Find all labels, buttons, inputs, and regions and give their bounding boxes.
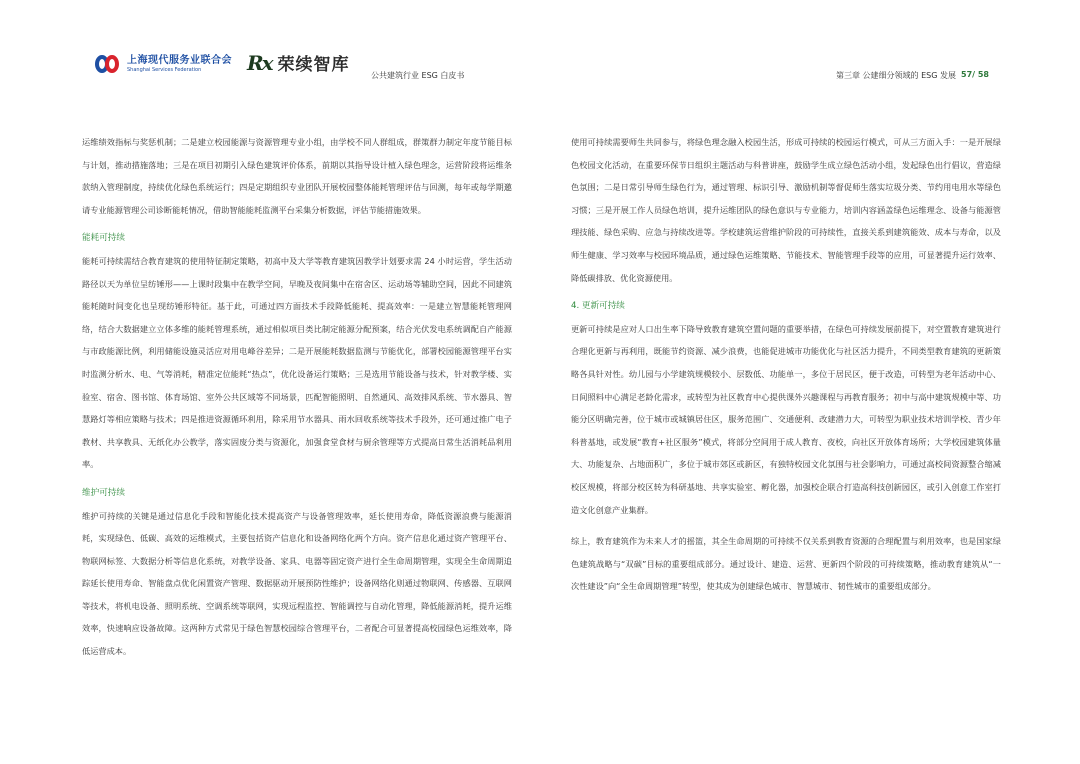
page-number: 57/ 58 bbox=[961, 70, 989, 79]
ssf-logo-mark-icon bbox=[93, 52, 123, 76]
section-heading-maintenance: 维护可持续 bbox=[82, 487, 125, 498]
paragraph: 综上，教育建筑作为未来人才的摇篮，其全生命周期的可持续不仅关系到教育资源的合理配置与利用效率，也是国家绿色建筑战略与“双碳”目标的重要组成部分。通过设计、建造、运营、更新四个阶段的可持续策略，推动教育建筑从“一次性建设”向“全生命周期管理”转型，使其成为创建绿色城市、智慧城市、韧性城市的重要组成部分。 bbox=[571, 536, 1001, 592]
chapter-title: 第三章 公建细分领域的 ESG 发展 bbox=[836, 71, 956, 80]
document-title: 公共建筑行业 ESG 白皮书 bbox=[371, 71, 465, 80]
ssf-logo bbox=[93, 52, 232, 76]
rongxu-logo bbox=[247, 50, 350, 75]
paragraph: 使用可持续需要师生共同参与，将绿色理念融入校园生活，形成可持续的校园运行模式，可从三方面入手：一是开展绿色校园文化活动，在重要环保节日组织主题活动与科普讲座，鼓励学生成立绿色活动小组，发起绿色出行倡议，营造绿色氛围；二是日常引导师生绿色行为，通过管理、标识引导、激励机制等督促师生落实垃圾分类、节约用电用水等绿色习惯；三是开展工作人员绿色培训，提升运维团队的绿色意识与专业能力，培训内容涵盖绿色运维理念、设备与能源管理技能、绿色采购、应急与持续改进等。学校建筑运营维护阶段的可持续性，直接关系到建筑能效、成本与寿命，以及师生健康、学习效率与校园环境品质，通过绿色运维策略、节能技术、智能管理手段等的应用，可显著提升运行效率、降低碳排放、优化资源使用。 bbox=[571, 137, 1001, 283]
paragraph: 更新可持续是应对人口出生率下降导致教育建筑空置问题的重要举措，在绿色可持续发展前提下，对空置教育建筑进行合理化更新与再利用，既能节约资源、减少浪费，也能促进城市功能优化与社区活力提升，不同类型教育建筑的更新策略各具针对性。幼儿园与小学建筑规模较小、层数低、功能单一，多位于居民区，便于改造，可转型为老年活动中心、日间照料中心满足老龄化需求，或转型为社区教育中心提供课外兴趣课程与再教育服务；初中与高中建筑规模中等、功能分区明确完善，位于城市或城镇居住区，服务范围广、交通便利、改建潜力大，可转型为职业技术培训学校、青少年科普基地，或发展“教育+社区服务”模式，将部分空间用于成人教育、夜校，向社区开放体育场所；大学校园建筑体量大、功能复杂、占地面积广，多位于城市郊区或新区，有独特校园文化氛围与社会影响力，可通过高校间资源整合缩减校区规模，将部分校区转为科研基地、共享实验室、孵化器，加强校企联合打造高科技创新园区，或引入创意工作室打造文化创意产业集群。 bbox=[571, 323, 1001, 515]
rongxu-logo-mark-icon: Rx bbox=[247, 50, 272, 75]
paragraph: 能耗可持续需结合教育建筑的使用特征制定策略，初高中及大学等教育建筑因教学计划要求需 24 小时运营，学生活动路径以天为单位呈纺锤形——上课时段集中在教学空间，早晚及夜间集中在宿舍区、运动场等辅助空间，因此不同建筑能耗随时间变化也呈现纺锤形特征。基于此，可通过四方面技术手段降低能耗、提高效率：一是建立智慧能耗管理网络，结合大数据建立立体多维的能耗管理系统，通过相似项目类比制定能源分配预案，结合光伏发电系统调配自产能源与市政能源比例，利用储能设施灵活应对用电峰谷差异；二是开展能耗数据监测与节能优化，部署校园能源管理平台实时监测分析水、电、气等消耗，精准定位能耗“热点”，优化设备运行策略；三是选用节能设备与技术，针对教学楼、实验室、宿舍、图书馆、体育场馆、室外公共区域等不同场景，匹配智能照明、自然通风、高效排风系统、节水器具、智慧路灯等相应策略与技术；四是推进资源循环利用，除采用节水器具、雨水回收系统等技术手段外，还可通过推广电子教材、共享教具、无纸化办公教学，落实固废分类与资源化，加强食堂食材与厨余管理等方式提高日常生活消耗品利用率。 bbox=[82, 255, 512, 470]
ssf-name: 上海现代服务业联合会 bbox=[127, 54, 232, 66]
left-column bbox=[82, 131, 512, 663]
paragraph: 运维绩效指标与奖惩机制；二是建立校园能源与资源管理专业小组，由学校不同人群组成，群策群力制定年度节能目标与计划，推动措施落地；三是在项目初期引入绿色建筑评价体系，前期以其指导设计植入绿色理念，运营阶段将运维条款纳入管理制度，持续优化绿色系统运行；四是定期组织专业团队开展校园整体能耗管理评估与回测，每年或每学期邀请专业能源管理公司诊断能耗情况，借助智能能耗监测平台采集分析数据，评估节能措施效果。 bbox=[82, 137, 512, 215]
page-header bbox=[0, 0, 1080, 90]
ssf-name-en: Shanghai Services Federation bbox=[127, 66, 202, 73]
section-heading-renewal: 4. 更新可持续 bbox=[571, 301, 625, 312]
right-column bbox=[571, 131, 1001, 598]
rongxu-name: 荣续智库 bbox=[277, 55, 350, 75]
section-heading-energy: 能耗可持续 bbox=[82, 233, 125, 244]
paragraph: 维护可持续的关键是通过信息化手段和智能化技术提高资产与设备管理效率，延长使用寿命，降低资源浪费与能源消耗，实现绿色、低碳、高效的运维模式，主要包括资产信息化和设备网络化两个方向。资产信息化通过资产管理平台、物联网标签、大数据分析等信息化系统，对教学设备、家具、电器等固定资产进行全生命周期管理，实现全生命周期追踪延长使用寿命、智能盘点优化闲置资产管理、数据驱动开展预防性维护；设备网络化则通过物联网、传感器、互联网等技术，将机电设备、照明系统、空调系统等联网，实现远程监控、智能调控与自动化管理，降低能源消耗，提升运维效率，快速响应设备故障。这两种方式常见于绿色智慧校园综合管理平台，二者配合可显著提高校园绿色运维效率，降低运营成本。 bbox=[82, 510, 512, 657]
